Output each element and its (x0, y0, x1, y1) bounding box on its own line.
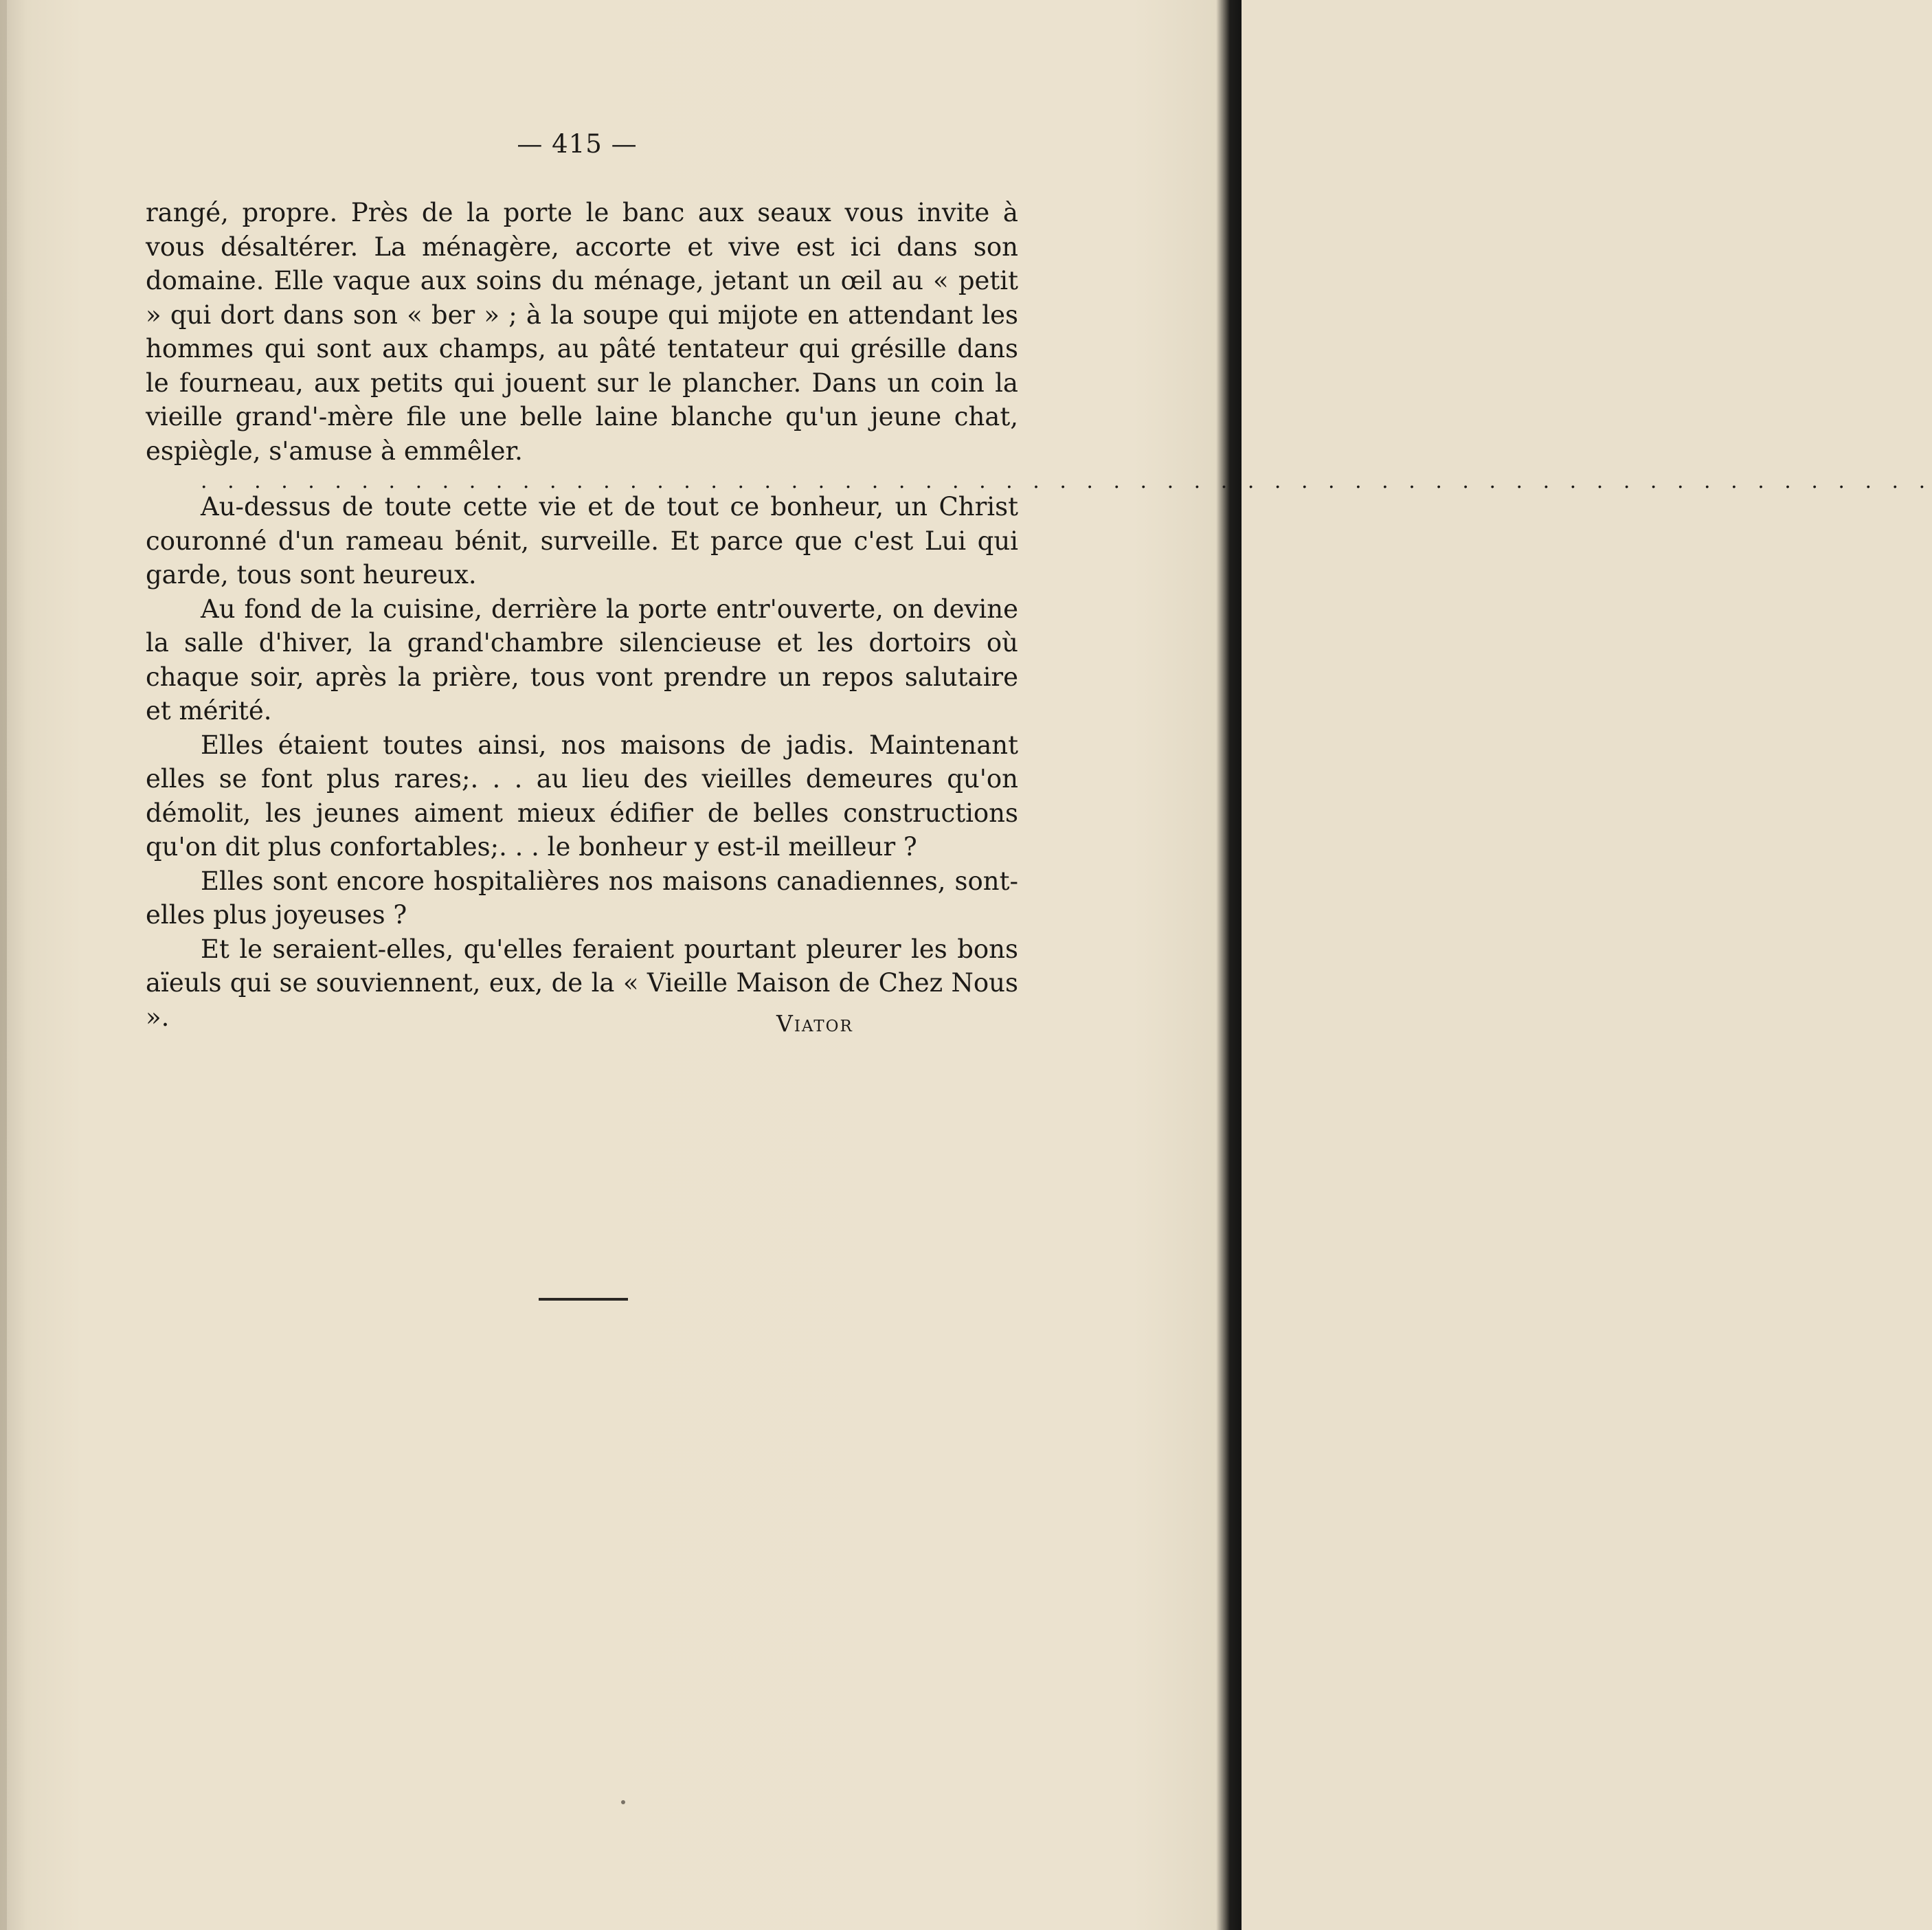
paper-speck (621, 1800, 625, 1804)
article-body (146, 196, 1932, 1034)
section-end-rule (539, 1298, 628, 1301)
author-signature: Viator (776, 1010, 853, 1037)
page-number: — 415 — (517, 129, 638, 159)
paragraph-christ: Au-dessus de toute cette vie et de tout ce bonheur, un Christ couronné d'un rameau bénit, surveille. Et parce que c'est Lui qui garde, tous sont heureux. (146, 492, 1018, 590)
paragraph-kitchen: rangé, propre. Près de la porte le banc aux seaux vous invite à vous désaltérer. La ménagère, accorte et vive est ici dans son domaine. Elle vaque aux soins du ménage, jetant un œil au « petit » qui dort dans son « ber » ; à la soupe qui mijote en attendant les hommes qui sont aux champs, au pâté tentateur qui grésille dans le fourneau, aux petits qui jouent sur le plancher. Dans un coin la vieille grand'-mère file une belle laine blanche qu'un jeune chat, espiègle, s'amuse à emmêler. (146, 198, 1018, 466)
paragraph-winter-room: Au fond de la cuisine, derrière la porte entr'ouverte, on devine la salle d'hiver, la grand'chambre silencieuse et les dortoirs où chaque soir, après la prière, tous vont prendre un repos salutaire et mérité. (146, 594, 1018, 726)
paragraph-hospitality: Elles sont encore hospitalières nos maisons canadiennes, sont-elles plus joyeuses ? (146, 866, 1018, 930)
page-spine-shadow (0, 0, 7, 1930)
dotted-separator: . . . . . . . . . . . . . . . . . . . . . . . . . . . . . . . . . . . . . . . . . . . . . . . . . . . . . . . . . . . . . . . . . (201, 469, 1932, 493)
paragraph-ancestors: Et le seraient-elles, qu'elles feraient pourtant pleurer les bons aïeuls qui se souviennent, eux, de la « Vieille Maison de Chez Nous ». (146, 934, 1018, 1032)
paragraph-old-houses: Elles étaient toutes ainsi, nos maisons de jadis. Maintenant elles se font plus rares;. . . au lieu des vieilles demeures qu'on démolit, les jeunes aiment mieux édifier de belles constructions qu'on dit plus confortables;. . . le bonheur y est-il meilleur ? (146, 730, 1018, 862)
